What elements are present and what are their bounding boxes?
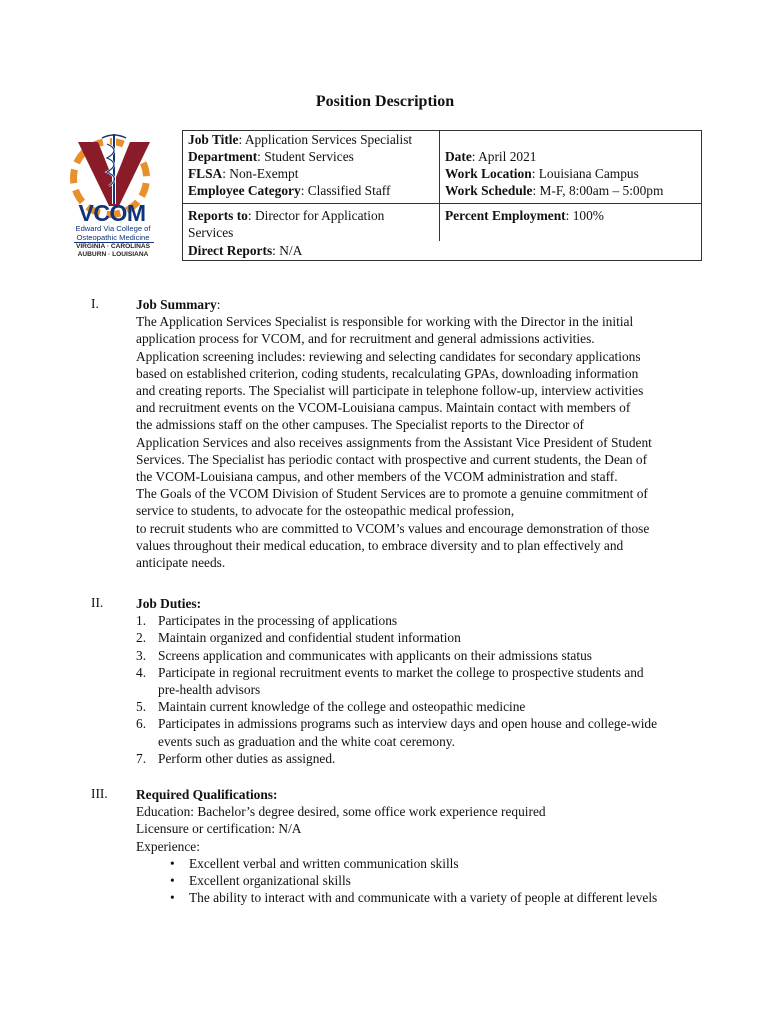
location-row: Work Location: Louisiana Campus bbox=[445, 166, 639, 181]
category-row: Employee Category: Classified Staff bbox=[188, 183, 391, 198]
job-summary-heading: Job Summary: bbox=[136, 297, 221, 312]
duty-text: pre-health advisors bbox=[158, 682, 261, 698]
summary-line: and recruitment events on the VCOM-Louisiana campus. Maintain contact with members of bbox=[136, 400, 631, 416]
duty-number: 4. bbox=[136, 664, 147, 680]
experience-text: The ability to interact with and communicate with a variety of people at different levels bbox=[189, 890, 658, 906]
duty-item bbox=[136, 647, 716, 664]
reports-to-cell: Reports to: Director for Application Services bbox=[183, 204, 440, 242]
experience-text: Excellent verbal and written communication skills bbox=[189, 855, 459, 871]
job-duties-list bbox=[136, 612, 716, 767]
summary-line: based on established criterion, coding students, recalculating GPAs, downloading information bbox=[136, 365, 639, 381]
page-title: Position Description bbox=[315, 93, 455, 110]
summary-line: to recruit students who are committed to VCOM’s values and encourage demonstration of those bbox=[136, 520, 650, 536]
summary-line: application process for VCOM, and for recruitment and general admissions activities. bbox=[136, 331, 595, 347]
summary-line: Services. The Specialist has periodic contact with prospective and current students, the Dean of bbox=[136, 451, 648, 467]
bullet-icon: • bbox=[170, 855, 175, 871]
qualifications-heading: Required Qualifications: bbox=[136, 787, 278, 802]
summary-line: Application screening includes: reviewing and selecting candidates for secondary applications bbox=[136, 348, 641, 364]
experience-item bbox=[136, 872, 716, 889]
job-duties-heading: Job Duties: bbox=[136, 596, 202, 611]
duty-item bbox=[136, 698, 716, 715]
duty-text: events such as graduation and the white coat ceremony. bbox=[158, 733, 455, 749]
v-caduceus-graphic bbox=[64, 130, 164, 210]
direct-reports-cell: Direct Reports: N/A bbox=[183, 241, 702, 261]
summary-line: values throughout their medical education, to embrace diversity and to plan effectively and bbox=[136, 537, 624, 553]
summary-line: service to students, to advocate for the osteopathic medical profession, bbox=[136, 503, 515, 519]
section-numeral: II. bbox=[91, 595, 104, 610]
duty-text: Screens application and communicates with applicants on their admissions status bbox=[158, 647, 592, 663]
experience-item bbox=[136, 855, 716, 872]
vcom-logo bbox=[64, 130, 164, 264]
department-row: Department: Student Services bbox=[188, 149, 354, 164]
job-summary-text bbox=[136, 313, 716, 571]
summary-line: anticipate needs. bbox=[136, 555, 226, 571]
duty-number: 6. bbox=[136, 716, 147, 732]
education-line: Education: Bachelor’s degree desired, some office work experience required bbox=[136, 804, 546, 820]
vcom-wordmark: VCOM bbox=[78, 200, 146, 226]
duty-text: Participates in the processing of applications bbox=[158, 613, 398, 629]
duty-text: Maintain current knowledge of the college and osteopathic medicine bbox=[158, 699, 526, 715]
experience-item bbox=[136, 889, 716, 906]
percent-employment-cell: Percent Employment: 100% bbox=[440, 204, 702, 242]
date-row: Date: April 2021 bbox=[445, 149, 537, 164]
bullet-icon: • bbox=[170, 890, 175, 906]
summary-line: The Goals of the VCOM Division of Student Services are to promote a genuine commitment of bbox=[136, 486, 648, 502]
campus-states: VIRGINIA · CAROLINAS AUBURN · LOUISIANA bbox=[75, 243, 151, 258]
duty-item bbox=[136, 715, 716, 749]
duty-number: 5. bbox=[136, 699, 147, 715]
summary-line: The Application Services Specialist is responsible for working with the Director in the initial bbox=[136, 314, 634, 330]
section-numeral: I. bbox=[91, 296, 99, 311]
bullet-icon: • bbox=[170, 873, 175, 889]
section-numeral: III. bbox=[91, 786, 108, 801]
duty-number: 3. bbox=[136, 647, 147, 663]
college-name: Edward Via College of Osteopathic Medicine bbox=[75, 224, 151, 242]
experience-label: Experience: bbox=[136, 838, 200, 854]
duty-item bbox=[136, 612, 716, 629]
duty-number: 1. bbox=[136, 613, 147, 629]
duty-number: 2. bbox=[136, 630, 147, 646]
summary-line: Application Services and also receives assignments from the Assistant Vice President of Student bbox=[136, 434, 652, 450]
duty-text: Maintain organized and confidential student information bbox=[158, 630, 461, 646]
experience-list bbox=[136, 855, 716, 907]
duty-item bbox=[136, 750, 716, 767]
left-info-cell bbox=[183, 131, 440, 204]
duty-text: Participates in admissions programs such as interview days and open house and college-wide bbox=[158, 716, 658, 732]
duty-item bbox=[136, 664, 716, 698]
summary-line: the admissions staff on the other campuses. The Specialist reports to the Director of bbox=[136, 417, 584, 433]
job-title-row: Job Title: Application Services Specialist bbox=[188, 132, 413, 147]
schedule-row: Work Schedule: M-F, 8:00am – 5:00pm bbox=[445, 183, 664, 198]
duty-text: Participate in regional recruitment events to market the college to prospective students and bbox=[158, 664, 644, 680]
summary-line: the VCOM-Louisiana campus, and other members of the VCOM administration and staff. bbox=[136, 469, 618, 485]
summary-line: and creating reports. The Specialist will participate in telephone follow-up, interview activities bbox=[136, 383, 644, 399]
flsa-row: FLSA: Non-Exempt bbox=[188, 166, 299, 181]
licensure-line: Licensure or certification: N/A bbox=[136, 821, 302, 837]
position-info-table bbox=[182, 130, 702, 261]
experience-text: Excellent organizational skills bbox=[189, 873, 351, 889]
right-info-cell bbox=[440, 131, 702, 204]
duty-number: 7. bbox=[136, 750, 147, 766]
duty-item bbox=[136, 629, 716, 646]
duty-text: Perform other duties as assigned. bbox=[158, 750, 336, 766]
